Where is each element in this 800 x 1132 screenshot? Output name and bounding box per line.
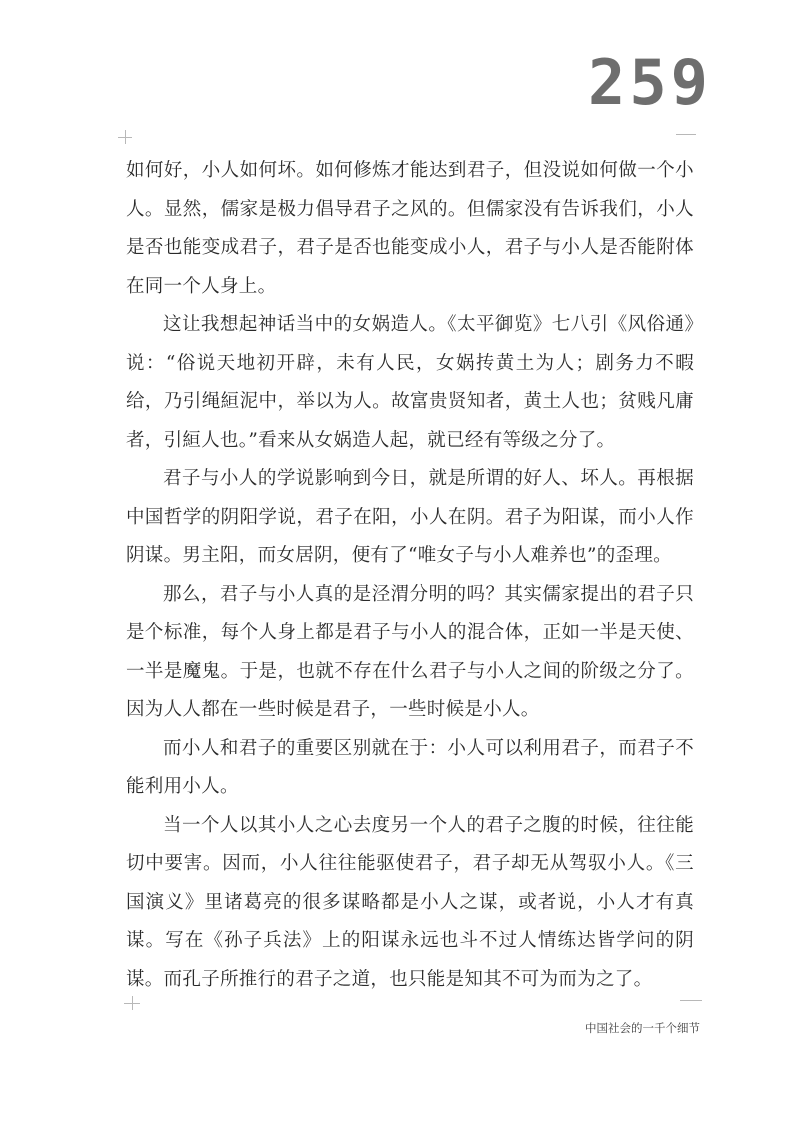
paragraph-5: 而小人和君子的重要区别就在于：小人可以利用君子，而君子不能利用小人。 bbox=[126, 737, 694, 797]
crop-mark-top-left-v bbox=[125, 130, 126, 144]
paragraph-1: 如何好，小人如何坏。如何修炼才能达到君子，但没说如何做一个小人。显然，儒家是极力倡导君子之风的。但儒家没有告诉我们，小人是否也能变成君子，君子是否也能变成小人，君子与小人是否能附体在同一个人身上。 bbox=[126, 160, 694, 297]
page-number: 259 bbox=[588, 46, 712, 119]
running-footer-book-title: 中国社会的一千个细节 bbox=[585, 1021, 700, 1035]
paragraph-2: 这让我想起神话当中的女娲造人。《太平御览》七八引《风俗通》说：“俗说天地初开辟，未有人民，女娲抟黄土为人；剧务力不暇给，乃引绳絙泥中，举以为人。故富贵贤知者，黄土人也；贫贱凡庸者，引絙人也。”看来从女娲造人起，就已经有等级之分了。 bbox=[126, 314, 694, 451]
paragraph-4: 那么，君子与小人真的是泾渭分明的吗？其实儒家提出的君子只是个标准，每个人身上都是君子与小人的混合体，正如一半是天使、一半是魔鬼。于是，也就不存在什么君子与小人之间的阶级之分了。因为人人都在一些时候是君子，一些时候是小人。 bbox=[126, 583, 694, 720]
paragraph-6: 当一个人以其小人之心去度另一个人的君子之腹的时候，往往能切中要害。因而，小人往往能驱使君子，君子却无从驾驭小人。《三国演义》里诸葛亮的很多谋略都是小人之谋，或者说，小人才有真谋。写在《孙子兵法》上的阳谋永远也斗不过人情练达皆学问的阴谋。而孔子所推行的君子之道，也只能是知其不可为而为之了。 bbox=[126, 814, 694, 990]
crop-mark-top-right-h bbox=[676, 134, 696, 135]
crop-mark-bottom-right-h bbox=[680, 1000, 702, 1001]
body-text bbox=[126, 152, 694, 999]
paragraph-3: 君子与小人的学说影响到今日，就是所谓的好人、坏人。再根据中国哲学的阴阳学说，君子在阳，小人在阴。君子为阳谋，而小人作阴谋。男主阳，而女居阴，便有了“唯女子与小人难养也”的歪理。 bbox=[126, 468, 694, 566]
